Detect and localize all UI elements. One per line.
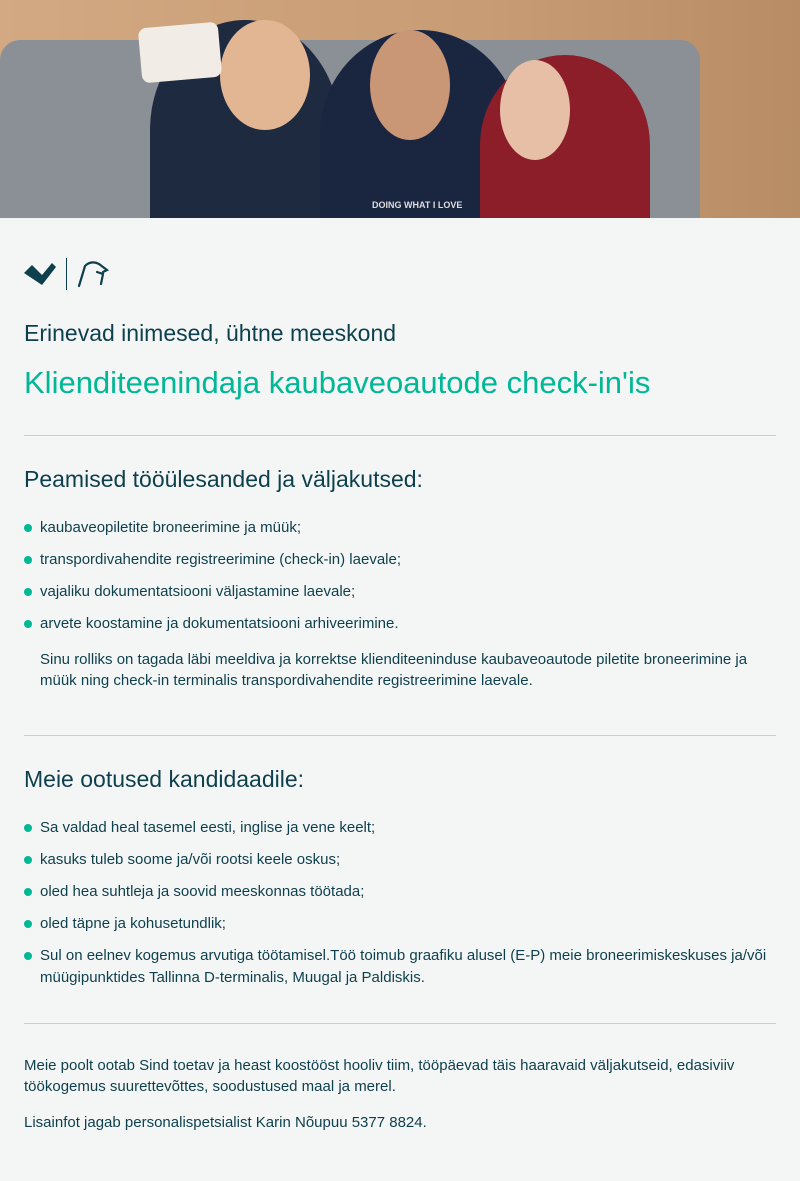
list-item: oled hea suhtleja ja soovid meeskonnas töötada; [24,881,776,903]
list-item: Sul on eelnev kogemus arvutiga töötamisel.Töö toimub graafiku alusel (E-P) meie broneerimiskeskuses ja/või müügipunktides Tallinna D-terminalis, Muugal ja Paldiskis. [24,945,776,989]
list-item: arvete koostamine ja dokumentatsiooni arhiveerimine. [24,613,776,635]
logo [24,258,776,290]
face-center [370,30,450,140]
seal-logo-icon [77,260,111,288]
list-item: kasuks tuleb soome ja/või rootsi keele oskus; [24,849,776,871]
divider [24,1023,776,1024]
list-item: kaubaveopiletite broneerimine ja müük; [24,517,776,539]
divider [24,735,776,736]
face-left [220,20,310,130]
hero-photo [0,0,800,218]
tasks-list [24,517,776,635]
list-item: oled täpne ja kohusetundlik; [24,913,776,935]
logo-divider [66,258,67,290]
section-title-expectations: Meie ootused kandidaadile: [24,766,305,792]
role-description: Sinu rolliks on tagada läbi meeldiva ja korrektse klienditeeninduse kaubaveoautode piletite broneerimine ja müük ning check-in terminalis transpordivahendite registreerimine laevale. [40,651,748,689]
contact-text: Lisainfot jagab personalispetsialist Karin Nõupuu 5377 8824. [24,1114,427,1131]
expectations-list [24,817,776,989]
section-title-tasks: Peamised tööülesanded ja väljakutsed: [24,466,423,492]
phone [138,22,222,84]
tagline: Erinevad inimesed, ühtne meeskond [24,320,397,346]
job-title: Klienditeenindaja kaubaveoautode check-in'is [24,365,651,400]
list-item: Sa valdad heal tasemel eesti, inglise ja vene keelt; [24,817,776,839]
face-right [500,60,570,160]
shirt-text: DOING WHAT I LOVE [372,200,463,210]
list-item: vajaliku dokumentatsiooni väljastamine laevale; [24,581,776,603]
offer-text: Meie poolt ootab Sind toetav ja heast koostööst hooliv tiim, tööpäevad täis haaravaid väljakutseid, edasiviiv töökogemus suurettevõttes, soodustused maal ja merel. [24,1057,735,1095]
tallink-logo-icon [24,259,56,289]
list-item: transpordivahendite registreerimine (check-in) laevale; [24,549,776,571]
divider [24,435,776,436]
